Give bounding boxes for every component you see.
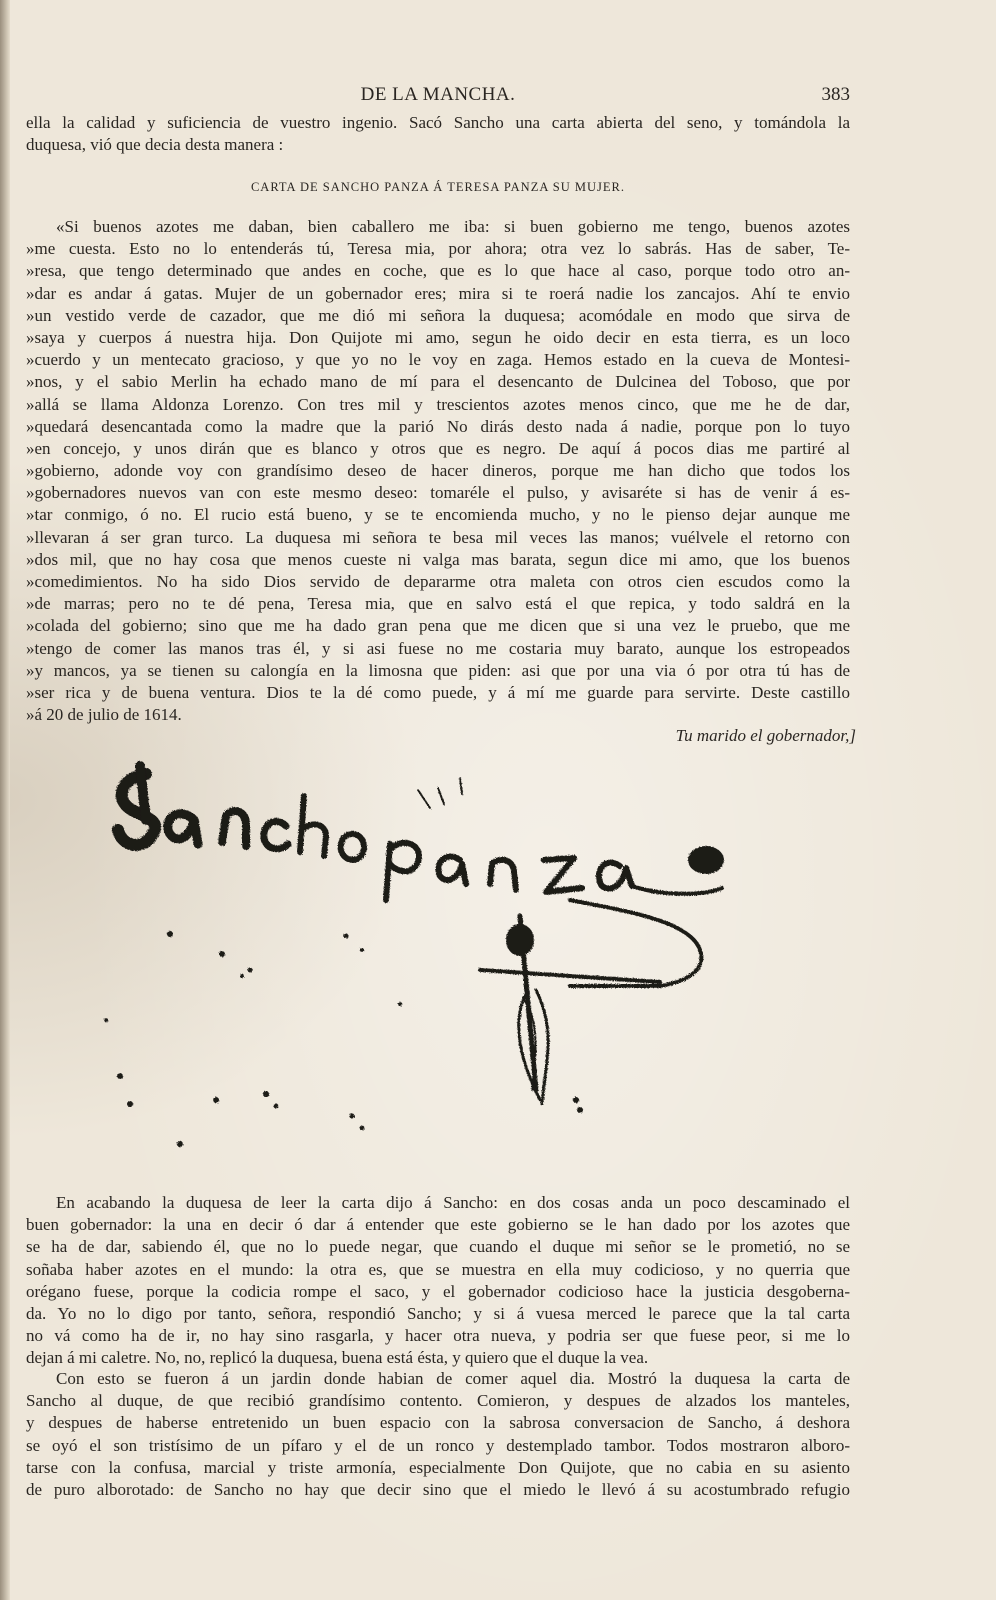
text-line: se ha de dar, sabiendo él, que no lo puede negar, que cuando el duque mi señor se le prometió, no se xyxy=(26,1237,850,1257)
text-line: »comedimientos. No ha sido Dios servido de depararme otra maleta con otros cien escudos como la xyxy=(26,572,850,591)
text-line: Sancho al duque, de que recibió grandísimo contento. Comieron, y despues de alzados los manteles, xyxy=(26,1391,850,1411)
text-line: da. Yo no lo digo por tanto, señora, respondió Sancho; y si á vuesa merced le parece que la tal carta xyxy=(26,1303,850,1323)
text-line: se oyó el son tristísimo de un pífaro y el de un ronco y destemplado tambor. Todos mostraron alboro- xyxy=(26,1435,850,1455)
text-line: Con esto se fueron á un jardin donde habian de comer aquel dia. Mostró la duquesa la carta de xyxy=(56,1369,850,1388)
text-line: En acabando la duquesa de leer la carta dijo á Sancho: en dos cosas anda un poco descaminado el xyxy=(56,1193,850,1212)
text-line: no vá como ha de ir, no hay sino rasgarla, y hacer otra nueva, y podria ser que fuese peor, si me lo xyxy=(26,1326,850,1346)
body-paragraph xyxy=(26,1368,850,1501)
text-line: »llevaran á ser gran turco. La duquesa mi señora te besa mil veces las manos; vuélvele el retorno con xyxy=(26,527,850,547)
text-line: »dar es andar á gatas. Mujer de un gobernador eres; mira si te roerá nadie los zancajos. Ahí te envio xyxy=(26,283,850,303)
signature-drawing xyxy=(100,760,790,1180)
text-line: soñaba haber azotes en el mundo: la otra es, que se muestra en ella muy codicioso, y no querria que xyxy=(26,1259,850,1279)
body-paragraph xyxy=(26,1192,850,1370)
text-line: »me cuesta. Esto no lo entenderás tú, Teresa mia, por ahora; otra vez lo sabrás. Has de saber, Te- xyxy=(26,239,850,259)
text-line: de puro alborotado: de Sancho no hay que decir sino que el miedo le llevó á su acostumbrado refugio xyxy=(26,1479,850,1499)
text-line: »quedará desencantada como la madre que la parió No dirás desto nada á nadie, porque pon lo tuyo xyxy=(26,416,850,436)
text-line: ella la calidad y suficiencia de vuestro ingenio. Sacó Sancho una carta abierta del seno, y tomándola la xyxy=(26,113,850,132)
text-line: »dos mil, que no hay cosa que menos cueste ni valga mas barata, segun dice mi amo, que los buenos xyxy=(26,549,850,569)
letter-title: CARTA DE SANCHO PANZA Á TERESA PANZA SU MUJER. xyxy=(250,180,626,194)
page-header xyxy=(26,84,850,108)
text-line: »nos, y el sabio Merlin ha echado mano de mí para el desencanto de Dulcinea del Toboso, que por xyxy=(26,372,850,392)
text-line: »un vestido verde de cazador, que me dió mi señora la duquesa; acomódale en modo que sirva de xyxy=(26,305,850,325)
page-gutter-shadow xyxy=(0,0,10,1600)
text-line: »resa, que tengo determinado que andes en coche, que es lo que hace al caso, porque todo otro an- xyxy=(26,261,850,281)
text-line: »tar conmigo, ó no. El rucio está bueno, y se te encomienda mucho, y no le pienso dejar aunque me xyxy=(26,505,850,525)
text-line: buen gobernador: la una en decir ó dar á entender que este gobierno se le han dado por los azotes que xyxy=(26,1215,850,1235)
text-line: y despues de haberse entretenido un buen espacio con la sabrosa conversacion de Sancho, á deshora xyxy=(26,1413,850,1433)
text-line: »gobierno, adonde voy con grandísimo deseo de hacer dineros, porque me han dicho que todos los xyxy=(26,461,850,481)
intro-paragraph xyxy=(26,112,850,156)
page-number: 383 xyxy=(821,84,850,105)
text-line: dejan á mi caletre. No, no, replicó la duquesa, buena está ésta, y quiero que el duque la vea. xyxy=(26,1348,649,1368)
text-line: »de marras; pero no te dé pena, Teresa mia, que en salvo está el que repica, y todo saldrá en la xyxy=(26,594,850,614)
text-line: »colada del gobierno; sino que me ha dado gran pena que me dicen que si una vez le pruebo, que me xyxy=(26,616,850,636)
text-line: »saya y cuerpos á nuestra hija. Don Quijote mi amo, segun he oido decir en esta tierra, es un loco xyxy=(26,327,850,347)
text-line: duquesa, vió que decia desta manera : xyxy=(26,135,284,155)
letter-body xyxy=(26,216,850,726)
text-line: »en concejo, y unos dirán que es blanco y otros que es negro. De aquí á pocos dias me partiré al xyxy=(26,438,850,458)
signature-facsimile xyxy=(100,760,790,1180)
running-head: DE LA MANCHA. xyxy=(360,84,516,105)
text-line: »á 20 de julio de 1614. xyxy=(26,705,182,725)
text-line: »y mancos, ya se tienen su calongía en la limosna que piden: asi que por una via ó por otra tú has de xyxy=(26,660,850,680)
letter-signoff: Tu marido el gobernador,] xyxy=(675,726,856,745)
text-line: »tengo de comer las manos tras él, y si asi fuese no me costaria muy barato, aunque los estropeados xyxy=(26,638,850,658)
text-line: orégano fuese, porque la codicia rompe el saco, y el gobernador codicioso hace la justicia desgoberna- xyxy=(26,1281,850,1301)
text-line: «Si buenos azotes me daban, bien caballero me iba: si buen gobierno me tengo, buenos azotes xyxy=(56,217,850,236)
text-line: »gobernadores nuevos van con este mesmo deseo: tomaréle el pulso, y avisaréte si has de venir á es- xyxy=(26,483,850,503)
text-line: »ser rica y de buena ventura. Dios te la dé como puede, y á mí me guarde para servirte. Deste castillo xyxy=(26,682,850,702)
text-line: tarse con la confusa, marcial y triste armonía, especialmente Don Quijote, que no cabia en su asiento xyxy=(26,1457,850,1477)
text-line: »cuerdo y un mentecato gracioso, y que yo no le voy en zaga. Hemos estado en la cueva de Montesi- xyxy=(26,350,850,370)
text-line: »allá se llama Aldonza Lorenzo. Con tres mil y trescientos azotes menos cinco, que me he de dar, xyxy=(26,394,850,414)
